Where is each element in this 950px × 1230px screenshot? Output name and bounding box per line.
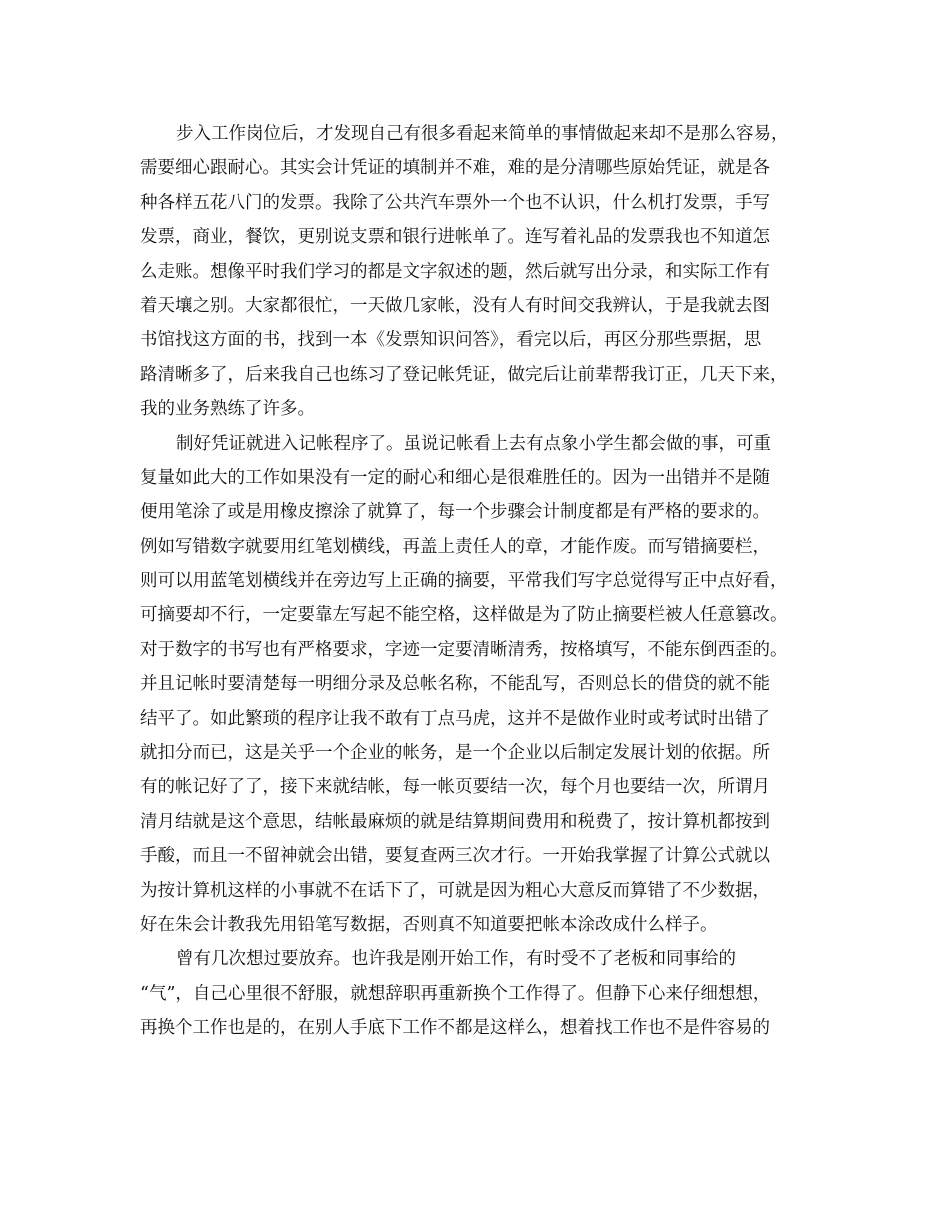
text-line: 结平了。如此繁琐的程序让我不敢有丁点马虎，这并不是做作业时或考试时出错了 — [140, 708, 770, 729]
text-line: 路清晰多了，后来我自己也练习了登记帐凭证，做完后让前辈帮我订正，几天下来， — [140, 364, 788, 385]
text-line: 种各样五花八门的发票。我除了公共汽车票外一个也不认识，什么机打发票，手写 — [140, 192, 770, 213]
text-line: 可摘要却不行，一定要靠左写起不能空格，这样做是为了防止摘要栏被人任意篡改。 — [140, 605, 788, 626]
text-line: 曾有几次想过要放弃。也许我是刚开始工作，有时受不了老板和同事给的 — [176, 949, 736, 970]
text-line: 我的业务熟练了许多。 — [140, 399, 315, 420]
text-line: 书馆找这方面的书，找到一本《发票知识问答》，看完以后，再区分那些票据，思 — [140, 330, 762, 351]
text-line: 着天壤之别。大家都很忙，一天做几家帐，没有人有时间交我辨认，于是我就去图 — [140, 295, 770, 316]
text-line: “气”，自己心里很不舒服，就想辞职再重新换个工作得了。但静下心来仔细想想， — [140, 983, 771, 1004]
text-line: 对于数字的书写也有严格要求，字迹一定要清晰清秀，按格填写，不能东倒西歪的。 — [140, 639, 788, 660]
text-line: 则可以用蓝笔划横线并在旁边写上正确的摘要，平常我们写字总觉得写正中点好看， — [140, 571, 788, 592]
text-line: 并且记帐时要清楚每一明细分录及总帐名称，不能乱写，否则总长的借贷的就不能 — [140, 674, 770, 695]
text-line: 清月结就是这个意思，结帐最麻烦的就是结算期间费用和税费了，按计算机都按到 — [140, 811, 770, 832]
paragraph-3 — [140, 942, 830, 1045]
text-line: 复量如此大的工作如果没有一定的耐心和细心是很难胜任的。因为一出错并不是随 — [140, 467, 770, 488]
text-line: 再换个工作也是的，在别人手底下工作不都是这样么，想着找工作也不是件容易的 — [140, 1018, 770, 1039]
paragraph-2 — [140, 427, 830, 943]
text-line: 有的帐记好了了，接下来就结帐，每一帐页要结一次，每个月也要结一次，所谓月 — [140, 777, 770, 798]
text-line: 需要细心跟耐心。其实会计凭证的填制并不难，难的是分清哪些原始凭证，就是各 — [140, 158, 770, 179]
text-line: 便用笔涂了或是用橡皮擦涂了就算了，每一个步骤会计制度都是有严格的要求的。 — [140, 502, 770, 523]
text-line: 好在朱会计教我先用铅笔写数据，否则真不知道要把帐本涂改成什么样子。 — [140, 914, 718, 935]
text-line: 发票，商业，餐饮，更别说支票和银行进帐单了。连写着礼品的发票我也不知道怎 — [140, 227, 770, 248]
text-line: 手酸，而且一不留神就会出错，要复查两三次才行。一开始我掌握了计算公式就以 — [140, 846, 770, 867]
text-line: 为按计算机这样的小事就不在话下了，可就是因为粗心大意反而算错了不少数据， — [140, 880, 770, 901]
paragraph-1 — [140, 117, 830, 427]
text-line: 步入工作岗位后，才发现自己有很多看起来简单的事情做起来却不是那么容易， — [176, 124, 789, 144]
text-line: 例如写错数字就要用红笔划横线，再盖上责任人的章，才能作废。而写错摘要栏， — [140, 536, 770, 557]
text-line: 么走账。想像平时我们学习的都是文字叙述的题，然后就写出分录，和实际工作有 — [140, 261, 770, 282]
document-body — [140, 117, 830, 1046]
text-line: 就扣分而已，这是关乎一个企业的帐务，是一个企业以后制定发展计划的依据。所 — [140, 743, 770, 764]
text-line: 制好凭证就进入记帐程序了。虽说记帐看上去有点象小学生都会做的事，可重 — [176, 433, 771, 454]
